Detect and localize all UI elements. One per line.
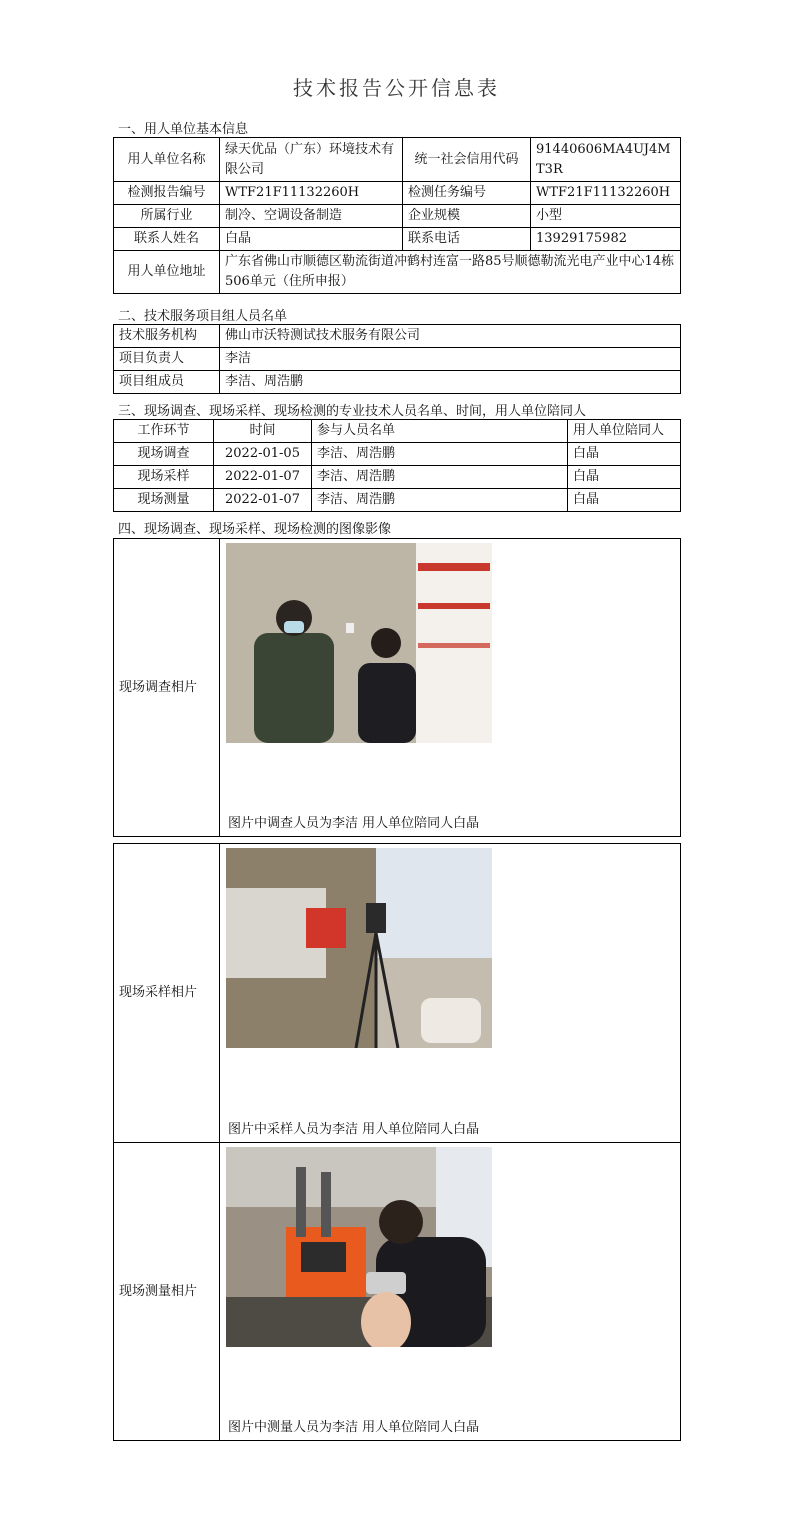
table-row	[114, 443, 681, 466]
cell-value: 制冷、空调设备制造	[220, 205, 403, 228]
photo-table-survey	[113, 538, 681, 837]
photo-caption: 图片中调查人员为李洁 用人单位陪同人白晶	[228, 816, 480, 831]
cell-value: 小型	[531, 205, 681, 228]
address-value: 广东省佛山市顺德区勒流街道冲鹤村连富一路85号顺德勒流光电产业中心14栋506单元（住所申报）	[220, 251, 681, 294]
header-cell: 用人单位陪同人	[568, 420, 681, 443]
photo-cell	[220, 844, 681, 1143]
table-row	[114, 371, 681, 394]
photo-caption: 图片中采样人员为李洁 用人单位陪同人白晶	[228, 1122, 480, 1137]
table-row	[114, 844, 681, 1143]
team-table	[113, 324, 681, 394]
measure-photo	[226, 1147, 492, 1347]
cell-label: 用人单位名称	[114, 138, 220, 182]
cell-companion: 白晶	[568, 489, 681, 512]
header-cell: 参与人员名单	[312, 420, 568, 443]
table-row	[114, 348, 681, 371]
cell-date: 2022-01-07	[214, 489, 312, 512]
cell-staff: 李洁、周浩鹏	[312, 489, 568, 512]
cell-value: 13929175982	[531, 228, 681, 251]
table-row	[114, 539, 681, 837]
cell-label: 联系人姓名	[114, 228, 220, 251]
photo-cell	[220, 1143, 681, 1441]
table-header-row	[114, 420, 681, 443]
cell-label: 检测报告编号	[114, 182, 220, 205]
photo-caption: 图片中测量人员为李洁 用人单位陪同人白晶	[228, 1420, 480, 1435]
cell-value: 佛山市沃特测试技术服务有限公司	[220, 325, 681, 348]
cell-value: 白晶	[220, 228, 403, 251]
table-row	[114, 466, 681, 489]
table-row	[114, 1143, 681, 1441]
table-row	[114, 325, 681, 348]
header-cell: 工作环节	[114, 420, 214, 443]
table-row	[114, 182, 681, 205]
cell-stage: 现场测量	[114, 489, 214, 512]
cell-stage: 现场调查	[114, 443, 214, 466]
cell-companion: 白晶	[568, 443, 681, 466]
cell-label: 项目负责人	[114, 348, 220, 371]
page-title: 技术报告公开信息表	[293, 76, 500, 100]
table-row	[114, 251, 681, 294]
table-row	[114, 205, 681, 228]
cell-value: 李洁、周浩鹏	[220, 371, 681, 394]
cell-value: WTF21F11132260H	[220, 182, 403, 205]
sampling-photo	[226, 848, 492, 1048]
cell-value: 李洁	[220, 348, 681, 371]
cell-value: 绿天优品（广东）环境技术有限公司	[220, 138, 403, 182]
table-row	[114, 228, 681, 251]
cell-date: 2022-01-05	[214, 443, 312, 466]
cell-date: 2022-01-07	[214, 466, 312, 489]
cell-value: 91440606MA4UJ4MT3R	[531, 138, 681, 182]
cell-companion: 白晶	[568, 466, 681, 489]
address-label: 用人单位地址	[114, 251, 220, 294]
photo-label: 现场测量相片	[114, 1143, 220, 1441]
cell-label: 联系电话	[403, 228, 531, 251]
survey-photo	[226, 543, 492, 743]
table-row	[114, 138, 681, 182]
cell-label: 技术服务机构	[114, 325, 220, 348]
section4-heading: 四、现场调查、现场采样、现场检测的图像影像	[118, 522, 392, 537]
header-cell: 时间	[214, 420, 312, 443]
photo-label: 现场采样相片	[114, 844, 220, 1143]
cell-label: 企业规模	[403, 205, 531, 228]
photo-cell	[220, 539, 681, 837]
section2-heading: 二、技术服务项目组人员名单	[118, 309, 288, 324]
photo-table-sampling-measure	[113, 843, 681, 1441]
section1-heading: 一、用人单位基本信息	[118, 122, 249, 137]
cell-label: 统一社会信用代码	[403, 138, 531, 182]
table-row	[114, 489, 681, 512]
cell-value: WTF21F11132260H	[531, 182, 681, 205]
basic-info-table	[113, 137, 681, 294]
section3-heading: 三、现场调查、现场采样、现场检测的专业技术人员名单、时间，用人单位陪同人	[118, 404, 587, 419]
cell-label: 检测任务编号	[403, 182, 531, 205]
cell-stage: 现场采样	[114, 466, 214, 489]
cell-staff: 李洁、周浩鹏	[312, 466, 568, 489]
cell-label: 项目组成员	[114, 371, 220, 394]
schedule-table	[113, 419, 681, 512]
cell-label: 所属行业	[114, 205, 220, 228]
cell-staff: 李洁、周浩鹏	[312, 443, 568, 466]
photo-label: 现场调查相片	[114, 539, 220, 837]
